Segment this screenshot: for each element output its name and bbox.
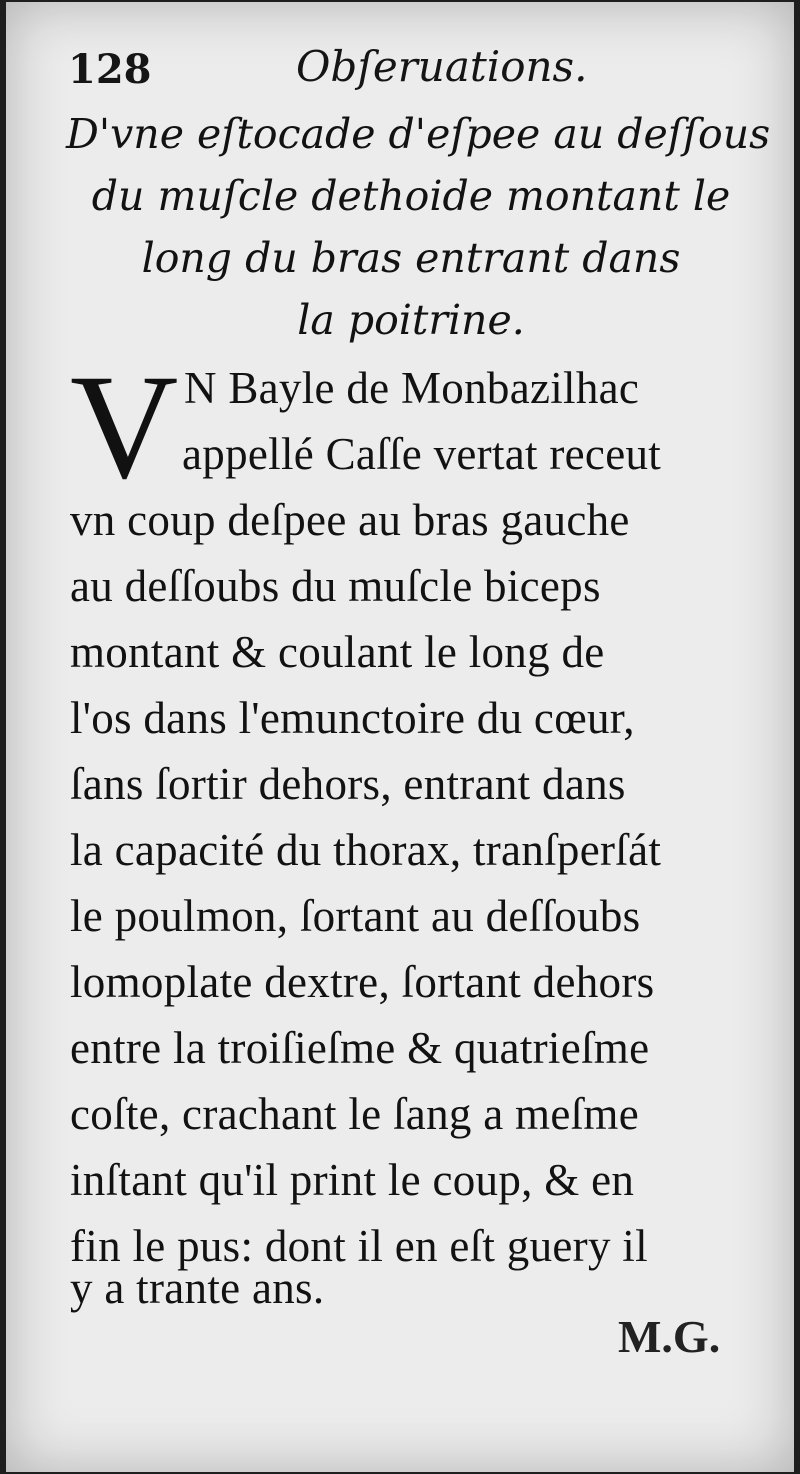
- body-line: montant & coulant le long de: [70, 627, 605, 677]
- body-line: y a trante ans.: [70, 1263, 325, 1313]
- book-page: [6, 2, 794, 1472]
- page-number: 128: [68, 46, 152, 93]
- body-line: fin le pus: dont il en eſt guery il: [70, 1221, 648, 1271]
- body-line: appellé Caſſe vertat receut: [182, 429, 662, 479]
- body-line: entre la troiſieſme & quatrieſme: [70, 1023, 650, 1073]
- body-line: la capacité du thorax, tranſperſát: [70, 825, 662, 875]
- heading-line-4: la poitrine.: [297, 296, 525, 344]
- body-line: l'os dans l'emunctoire du cœur,: [70, 693, 635, 743]
- drop-cap: V: [70, 344, 179, 510]
- body-line: vn coup deſpee au bras gauche: [70, 495, 630, 545]
- running-head: Obſeruations.: [296, 42, 588, 91]
- body-line: coſte, crachant le ſang a meſme: [70, 1089, 640, 1139]
- heading-line-1: D'vne eſtocade d'eſpee au deſſous: [66, 110, 771, 158]
- heading-line-2: du muſcle dethoide montant le: [91, 172, 731, 220]
- body-line: le poulmon, ſortant au deſſoubs: [70, 891, 641, 941]
- signature-initials: M.G.: [618, 1311, 721, 1362]
- body-line: au deſſoubs du muſcle biceps: [70, 561, 601, 611]
- heading-line-3: long du bras entrant dans: [141, 234, 681, 282]
- body-line: inſtant qu'il print le coup, & en: [70, 1155, 635, 1205]
- body-line: lomoplate dextre, ſortant dehors: [70, 957, 655, 1007]
- body-line: ſans ſortir dehors, entrant dans: [70, 759, 626, 809]
- body-line: N Bayle de Monbazilhac: [184, 363, 640, 413]
